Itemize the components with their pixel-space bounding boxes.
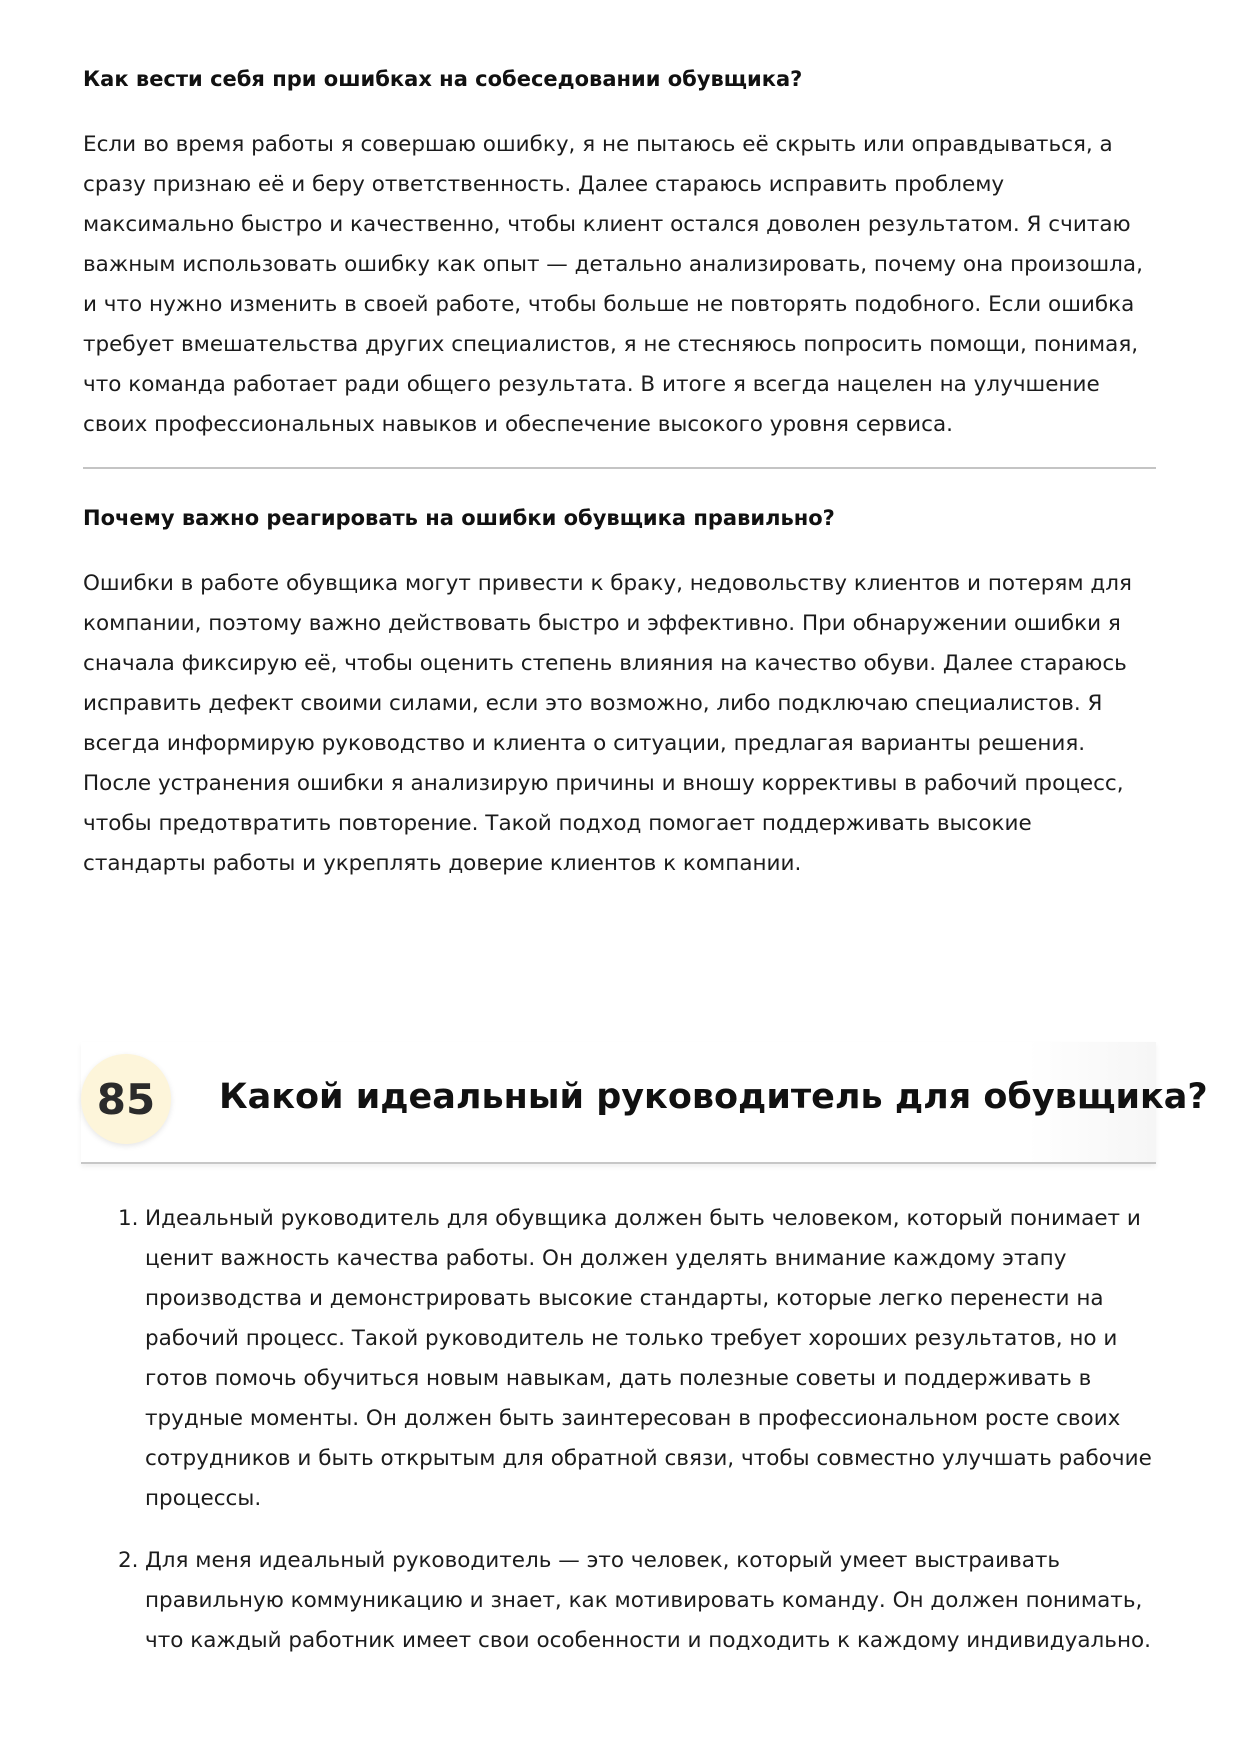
- list-item: [83, 1199, 1156, 1519]
- answer-paragraph: Если во время работы я совершаю ошибку, я не пытаюсь её скрыть или оправдываться, а сразу признаю её и беру ответственность. Далее стараюсь исправить проблему максимально быстро и качественно, чтобы клиент остался доволен результатом. Я считаю важным использовать ошибку как опыт — детально анализировать, почему она произошла, и что нужно изменить в своей работе, чтобы больше не повторять подобного. Если ошибка требует вмешательства других специалистов, я не стесняюсь попросить помощи, понимая, что команда работает ради общего результата. В итоге я всегда нацелен на улучшение своих профессиональных навыков и обеспечение высокого уровня сервиса.: [83, 132, 1143, 437]
- list-item-text: Для меня идеальный руководитель — это человек, который умеет выстраивать правильную коммуникацию и знает, как мотивировать команду. Он должен понимать, что каждый работник имеет свои особенности и подходить к каждому индивидуально.: [145, 1548, 1152, 1653]
- section-title: Какой идеальный руководитель для обувщика?: [219, 1077, 1208, 1117]
- section-header: [81, 1042, 1208, 1164]
- list-item-number: 1.: [118, 1206, 139, 1231]
- question-title: Как вести себя при ошибках на собеседовании обувщика?: [83, 67, 803, 91]
- section-number-badge: 85: [81, 1054, 171, 1144]
- answer-paragraph: Ошибки в работе обувщика могут привести к браку, недовольству клиентов и потерям для компании, поэтому важно действовать быстро и эффективно. При обнаружении ошибки я сначала фиксирую её, чтобы оценить степень влияния на качество обуви. Далее стараюсь исправить дефект своими силами, если это возможно, либо подключаю специалистов. Я всегда информирую руководство и клиента о ситуации, предлагая варианты решения. После устранения ошибки я анализирую причины и вношу коррективы в рабочий процесс, чтобы предотвратить повторение. Такой подход помогает поддерживать высокие стандарты работы и укреплять доверие клиентов к компании.: [83, 571, 1132, 876]
- answer-list: [83, 1199, 1156, 1683]
- section-divider: [83, 467, 1156, 469]
- list-item-text: Идеальный руководитель для обувщика должен быть человеком, который понимает и ценит важность качества работы. Он должен уделять внимание каждому этапу производства и демонстрировать высокие стандарты, которые легко перенести на рабочий процесс. Такой руководитель не только требует хороших результатов, но и готов помочь обучиться новым навыкам, дать полезные советы и поддерживать в трудные моменты. Он должен быть заинтересован в профессиональном росте своих сотрудников и быть открытым для обратной связи, чтобы совместно улучшать рабочие процессы.: [145, 1206, 1152, 1511]
- list-item-number: 2.: [118, 1548, 139, 1573]
- question-title: Почему важно реагировать на ошибки обувщика правильно?: [83, 506, 835, 530]
- list-item: [83, 1541, 1156, 1661]
